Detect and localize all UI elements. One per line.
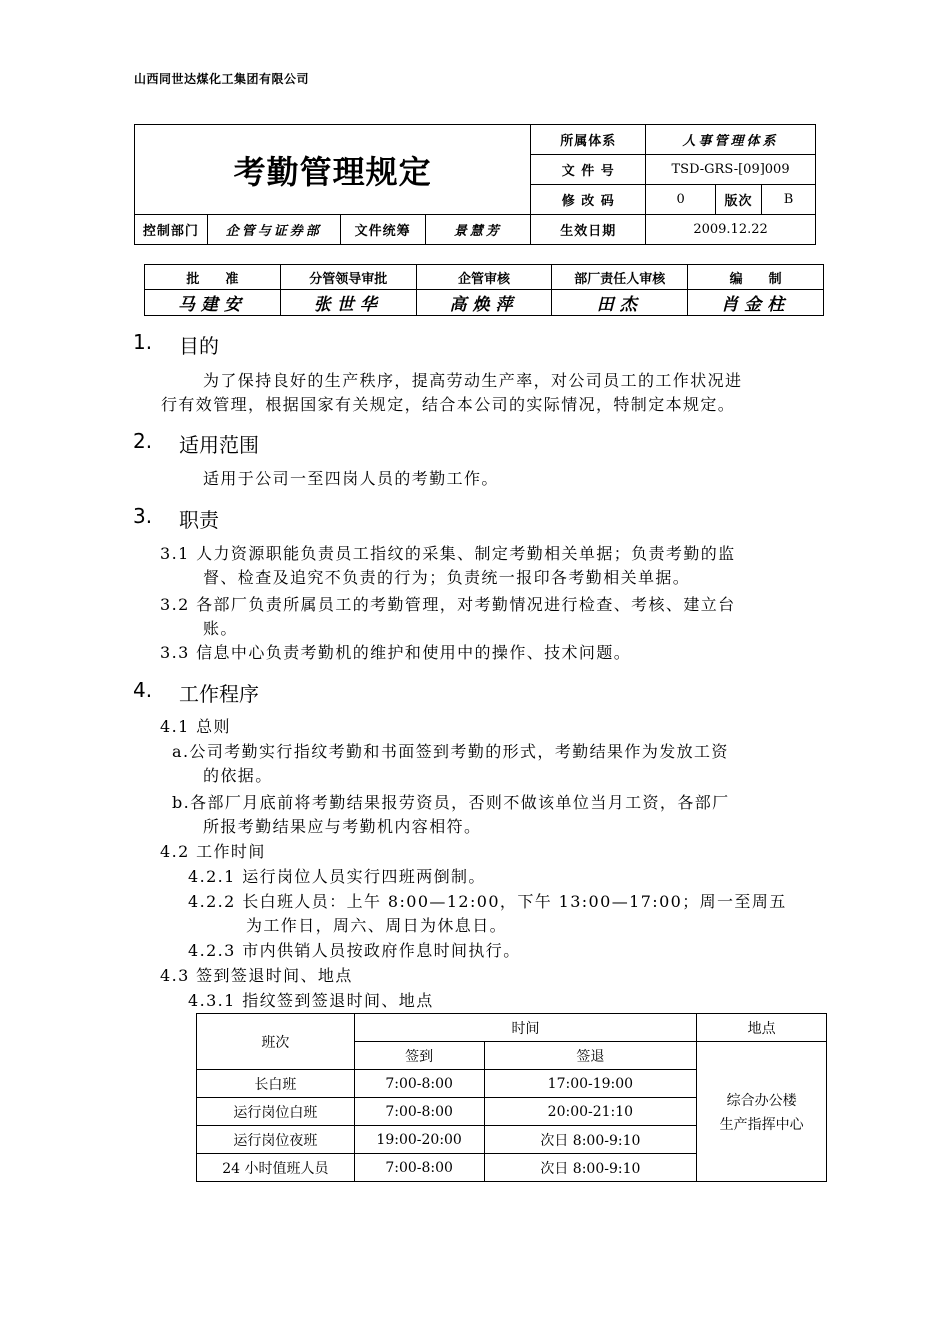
coord-value: 景慧芳 [425,215,531,245]
shift-cell: 24 小时值班人员 [197,1154,355,1182]
dept-label: 控制部门 [135,215,208,245]
check-in-cell: 7:00-8:00 [354,1154,484,1182]
list-item-line: a.公司考勤实行指纹考勤和书面签到考勤的形式，考勤结果作为发放工资 [172,742,729,761]
paragraph-line: 适用于公司一至四岗人员的考勤工作。 [203,469,499,488]
approval-table [144,264,824,316]
effective-date-value: 2009.12.22 [646,215,816,245]
check-out-cell: 次日 8:00-9:10 [484,1154,697,1182]
list-item-line: 的依据。 [203,766,273,785]
shift-cell: 长白班 [197,1070,355,1098]
dept-value: 企管与证券部 [207,215,340,245]
table-header-location: 地点 [697,1014,827,1042]
location-cell [697,1042,827,1182]
version-value: B [761,185,815,215]
section-heading [133,504,433,530]
paragraph-line: 行有效管理，根据国家有关规定，结合本公司的实际情况，特制定本规定。 [161,395,736,414]
list-item-line: b.各部厂月底前将考勤结果报劳资员，否则不做该单位当月工资，各部厂 [172,793,730,812]
approval-signature: 高焕萍 [416,290,552,316]
section-title: 适用范围 [179,433,259,457]
company-name: 山西同世达煤化工集团有限公司 [134,72,310,86]
approval-signature: 肖金柱 [688,290,824,316]
list-item-line: 4.2.3 市内供销人员按政府作息时间执行。 [188,941,521,960]
approval-signature: 田杰 [552,290,688,316]
list-item-line: 账。 [203,619,238,638]
system-value: 人事管理体系 [646,125,816,155]
document-title: 考勤管理规定 [135,125,531,215]
approval-header: 分管领导审批 [280,265,416,290]
effective-date-label: 生效日期 [531,215,646,245]
document-header-table [134,124,816,245]
approval-header: 编 制 [688,265,824,290]
list-item-line: 3.3 信息中心负责考勤机的维护和使用中的操作、技术问题。 [160,643,632,662]
check-in-cell: 7:00-8:00 [354,1098,484,1126]
list-item-line: 3.1 人力资源职能负责员工指纹的采集、制定考勤相关单据；负责考勤的监 [160,544,736,563]
check-out-cell: 次日 8:00-9:10 [484,1126,697,1154]
list-item-line: 3.2 各部厂负责所属员工的考勤管理，对考勤情况进行检查、考核、建立台 [160,595,736,614]
section-heading [133,678,433,704]
list-item-line: 4.2.2 长白班人员：上午 8:00—12:00，下午 13:00—17:00；周一至周五 [188,892,787,911]
section-number: 2. [133,429,153,453]
list-item-line: 所报考勤结果应与考勤机内容相符。 [203,817,482,836]
approval-header: 部厂责任人审核 [552,265,688,290]
list-item-line: 4.2 工作时间 [160,842,266,861]
section-title: 职责 [179,508,219,532]
table-header-shift: 班次 [197,1014,355,1070]
approval-header: 企管审核 [416,265,552,290]
section-number: 1. [133,330,153,354]
version-label: 版次 [716,185,762,215]
check-in-cell: 19:00-20:00 [354,1126,484,1154]
list-item-line: 为工作日，周六、周日为休息日。 [246,916,508,935]
system-label: 所属体系 [531,125,646,155]
table-header-check-out: 签退 [484,1042,697,1070]
section-heading [133,330,433,356]
table-header-time: 时间 [354,1014,696,1042]
table-header-check-in: 签到 [354,1042,484,1070]
check-out-cell: 20:00-21:10 [484,1098,697,1126]
check-in-time-table [196,1013,827,1182]
section-number: 3. [133,504,153,528]
list-item-line: 4.2.1 运行岗位人员实行四班两倒制。 [188,867,486,886]
shift-cell: 运行岗位夜班 [197,1126,355,1154]
section-title: 目的 [179,334,219,358]
check-out-cell: 17:00-19:00 [484,1070,697,1098]
approval-header: 批 准 [145,265,281,290]
section-number: 4. [133,678,153,702]
list-item-line: 督、检查及追究不负责的行为；负责统一报印各考勤相关单据。 [203,568,691,587]
revision-value: 0 [646,185,716,215]
section-title: 工作程序 [179,682,259,706]
revision-label: 修 改 码 [531,185,646,215]
check-in-cell: 7:00-8:00 [354,1070,484,1098]
location-line: 生产指挥中心 [719,1116,804,1133]
shift-cell: 运行岗位白班 [197,1098,355,1126]
section-heading [133,429,433,455]
paragraph-line: 为了保持良好的生产秩序，提高劳动生产率，对公司员工的工作状况进 [203,371,743,390]
doc-number-value: TSD-GRS-[09]009 [646,155,816,185]
doc-number-label: 文 件 号 [531,155,646,185]
approval-signature: 马建安 [145,290,281,316]
list-item-line: 4.1 总则 [160,717,231,736]
list-item-line: 4.3 签到签退时间、地点 [160,966,353,985]
location-line: 综合办公楼 [726,1092,797,1109]
coord-label: 文件统筹 [340,215,425,245]
list-item-line: 4.3.1 指纹签到签退时间、地点 [188,991,434,1010]
approval-signature: 张世华 [280,290,416,316]
